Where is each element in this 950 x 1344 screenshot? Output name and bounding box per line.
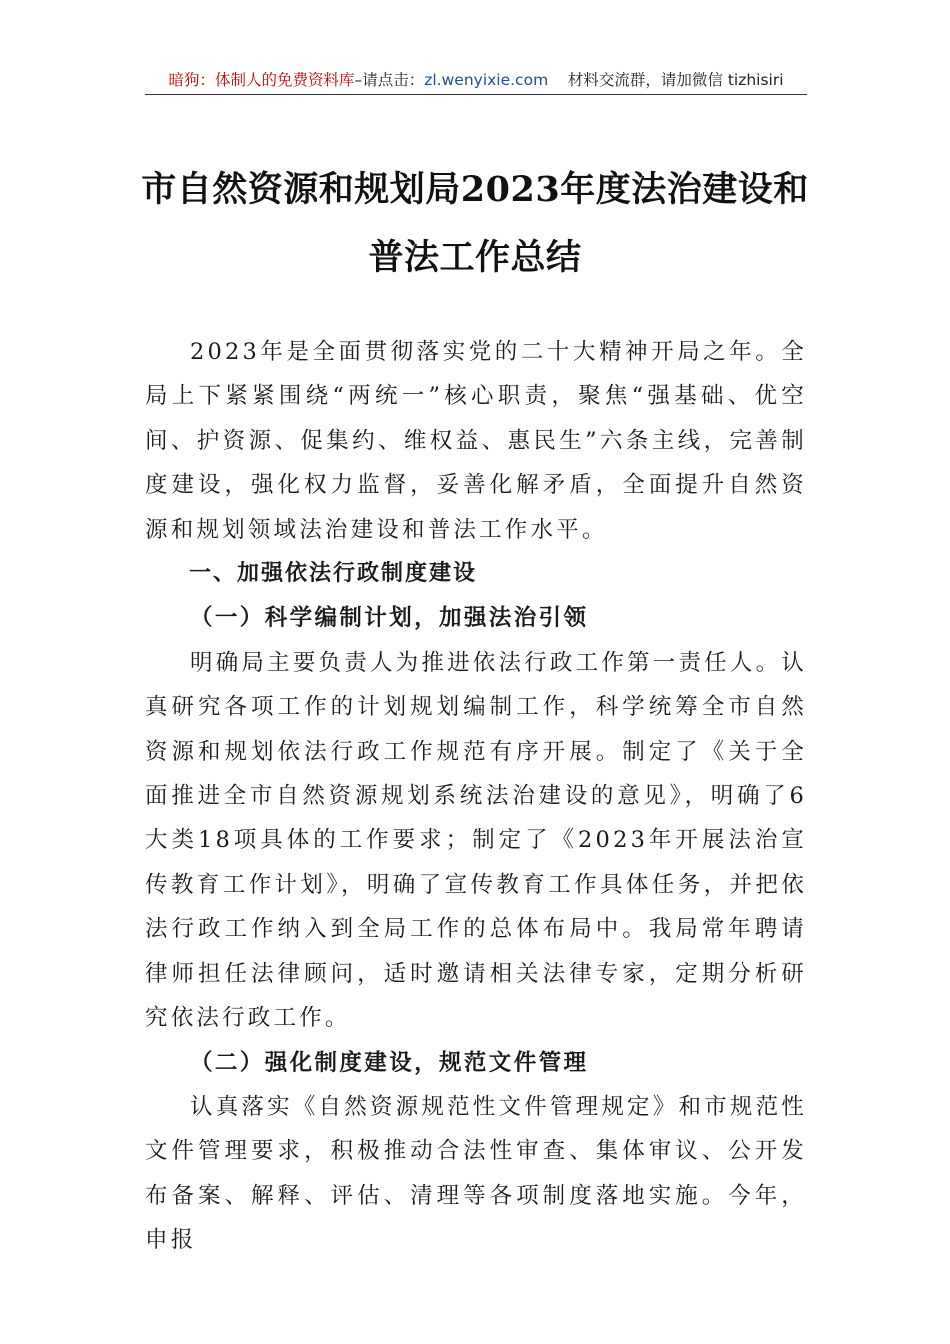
header-site-name: 暗狗：体制人的免费资料库 (168, 71, 355, 89)
page-header (145, 66, 807, 95)
subsection-heading-1: （一）科学编制计划，加强法治引领 (190, 605, 589, 632)
document-body (145, 330, 807, 1263)
document-title-line-1: 市自然资源和规划局2023年度法治建设和 (141, 169, 809, 210)
subsection-heading-2: （二）强化制度建设，规范文件管理 (190, 1049, 589, 1076)
header-url-link[interactable]: zl.wenyixie.com (424, 71, 549, 89)
header-click-prompt: –请点击： (354, 71, 425, 89)
section-heading-1: 一、加强依法行政制度建设 (189, 561, 478, 587)
subsection-paragraph-1: 明确局主要负责人为推进依法行政工作第一责任人。认真研究各项工作的计划规划编制工作，科学统筹全市自然资源和规划依法行政工作规范有序开展。制定了《关于全面推进全市自然资源规划系统法治建设的意见》，明确了6大类18项具体的工作要求；制定了《2023年开展法治宣传教育工作计划》，明确了宣传教育工作具体任务，并把依法行政工作纳入到全局工作的总体布局中。我局常年聘请律师担任法律顾问，适时邀请相关法律专家，定期分析研究依法行政工作。 (145, 649, 807, 1032)
intro-paragraph: 2023年是全面贯彻落实党的二十大精神开局之年。全局上下紧紧围绕“两统一”核心职责，聚焦“强基础、优空间、护资源、促集约、维权益、惠民生”六条主线，完善制度建设，强化权力监督，妥善化解矛盾，全面提升自然资源和规划领域法治建设和普法工作水平。 (145, 339, 807, 543)
header-wechat-note: 材料交流群，请加微信 tizhisiri (567, 71, 784, 89)
subsection-paragraph-2: 认真落实《自然资源规范性文件管理规定》和市规范性文件管理要求，积极推动合法性审查、集体审议、公开发布备案、解释、评估、清理等各项制度落地实施。今年，申报 (145, 1093, 807, 1254)
document-title-line-2: 普法工作总结 (368, 237, 582, 278)
